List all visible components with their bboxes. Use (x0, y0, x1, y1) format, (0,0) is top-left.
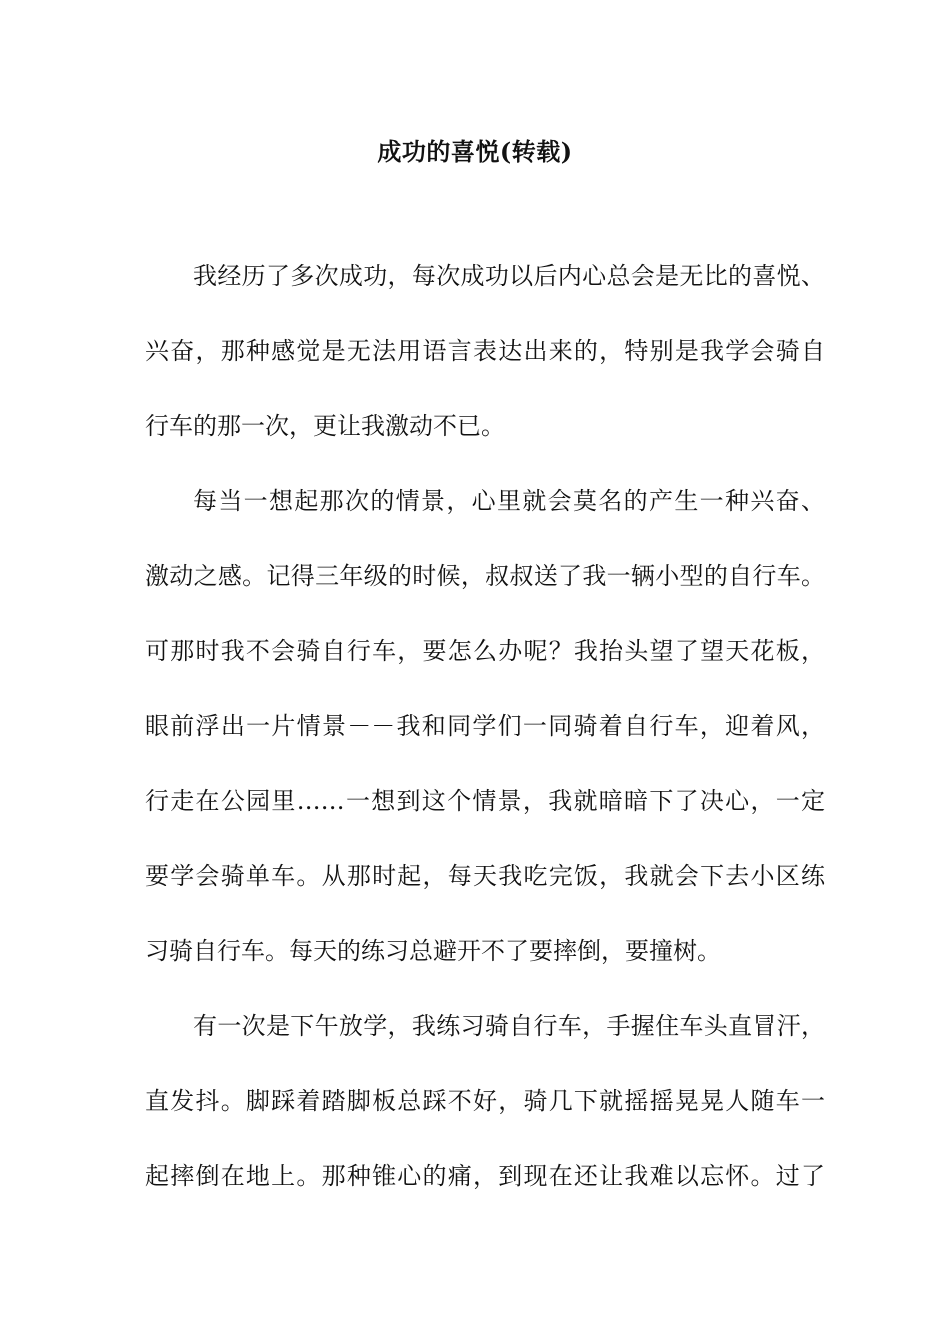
text-line: 眼前浮出一片情景－－我和同学们一同骑着自行车，迎着风， (145, 712, 825, 740)
text-line: 每当一想起那次的情景，心里就会莫名的产生一种兴奋、 (193, 487, 825, 515)
document-title: 成功的喜悦(转载) (377, 137, 573, 166)
text-line: 起摔倒在地上。那种锥心的痛，到现在还让我难以忘怀。过了 (145, 1162, 825, 1190)
text-line: 兴奋，那种感觉是无法用语言表达出来的，特别是我学会骑自 (145, 337, 825, 365)
text-line: 行走在公园里……一想到这个情景，我就暗暗下了决心，一定 (145, 787, 825, 815)
text-line: 激动之感。记得三年级的时候，叔叔送了我一辆小型的自行车。 (145, 562, 825, 590)
text-line: 有一次是下午放学，我练习骑自行车，手握住车头直冒汗， (193, 1012, 825, 1040)
text-line: 要学会骑单车。从那时起，每天我吃完饭，我就会下去小区练 (145, 862, 825, 890)
text-line: 行车的那一次，更让我激动不已。 (145, 412, 505, 440)
text-line: 可那时我不会骑自行车，要怎么办呢？我抬头望了望天花板， (145, 637, 825, 665)
text-line: 我经历了多次成功，每次成功以后内心总会是无比的喜悦、 (193, 262, 825, 290)
text-line: 直发抖。脚踩着踏脚板总踩不好，骑几下就摇摇晃晃人随车一 (145, 1087, 825, 1115)
text-line: 习骑自行车。每天的练习总避开不了要摔倒，要撞树。 (145, 937, 721, 965)
